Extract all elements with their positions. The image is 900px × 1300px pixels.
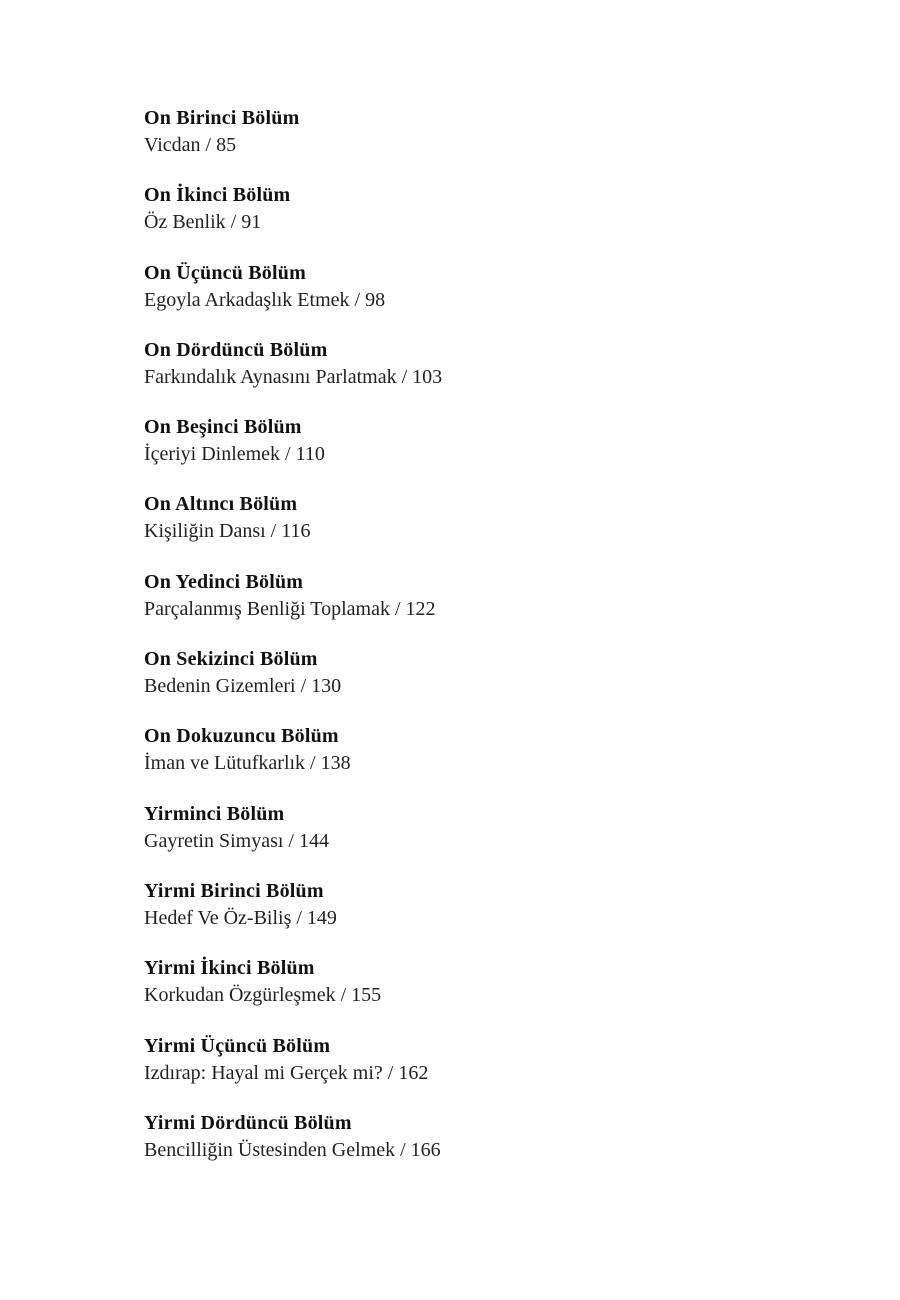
toc-entry[interactable] (144, 413, 844, 490)
chapter-heading: On Dördüncü Bölüm (144, 338, 328, 361)
chapter-heading: On Altıncı Bölüm (144, 493, 298, 516)
chapter-title-page: Egoyla Arkadaşlık Etmek / 98 (144, 288, 386, 311)
chapter-title-page: Vicdan / 85 (144, 134, 237, 156)
chapter-heading: On Dokuzuncu Bölüm (144, 725, 339, 748)
chapter-heading: Yirmi İkinci Bölüm (144, 957, 315, 980)
toc-entry[interactable] (144, 877, 844, 954)
toc-entry[interactable] (144, 568, 844, 645)
toc-entry[interactable] (144, 722, 844, 799)
toc-entry[interactable] (144, 181, 844, 258)
chapter-title-page: Gayretin Simyası / 144 (144, 829, 329, 852)
chapter-title-page: Parçalanmış Benliği Toplamak / 122 (144, 597, 436, 620)
chapter-heading: On Beşinci Bölüm (144, 416, 302, 439)
chapter-title-page: Öz Benlik / 91 (144, 211, 262, 234)
toc-entry[interactable] (144, 490, 844, 567)
chapter-heading: Yirmi Dördüncü Bölüm (144, 1111, 352, 1134)
chapter-heading: On Yedinci Bölüm (144, 570, 304, 593)
toc-entry[interactable] (144, 800, 844, 877)
toc-entry[interactable] (144, 954, 844, 1031)
chapter-title-page: İçeriyi Dinlemek / 110 (144, 443, 325, 466)
table-of-contents (144, 104, 844, 1186)
toc-entry[interactable] (144, 1109, 844, 1186)
chapter-title-page: Farkındalık Aynasını Parlatmak / 103 (144, 365, 443, 388)
chapter-title-page: İman ve Lütufkarlık / 138 (144, 752, 351, 775)
toc-entry[interactable] (144, 104, 844, 181)
chapter-title-page: Kişiliğin Dansı / 116 (144, 520, 311, 543)
chapter-title-page: Bedenin Gizemleri / 130 (144, 675, 342, 698)
toc-entry[interactable] (144, 259, 844, 336)
chapter-title-page: Hedef Ve Öz-Biliş / 149 (144, 906, 337, 929)
chapter-heading: Yirmi Üçüncü Bölüm (144, 1034, 331, 1057)
chapter-heading: Yirmi Birinci Bölüm (144, 879, 324, 902)
toc-entry[interactable] (144, 1032, 844, 1109)
chapter-heading: Yirminci Bölüm (144, 802, 285, 825)
chapter-heading: On Sekizinci Bölüm (144, 648, 318, 671)
chapter-title-page: Bencilliğin Üstesinden Gelmek / 166 (144, 1138, 441, 1161)
toc-entry[interactable] (144, 645, 844, 722)
chapter-heading: On Üçüncü Bölüm (144, 261, 306, 284)
chapter-heading: On Birinci Bölüm (144, 107, 300, 129)
chapter-title-page: Korkudan Özgürleşmek / 155 (144, 984, 382, 1007)
chapter-title-page: Izdırap: Hayal mi Gerçek mi? / 162 (144, 1061, 429, 1084)
chapter-heading: On İkinci Bölüm (144, 184, 291, 207)
toc-entry[interactable] (144, 336, 844, 413)
